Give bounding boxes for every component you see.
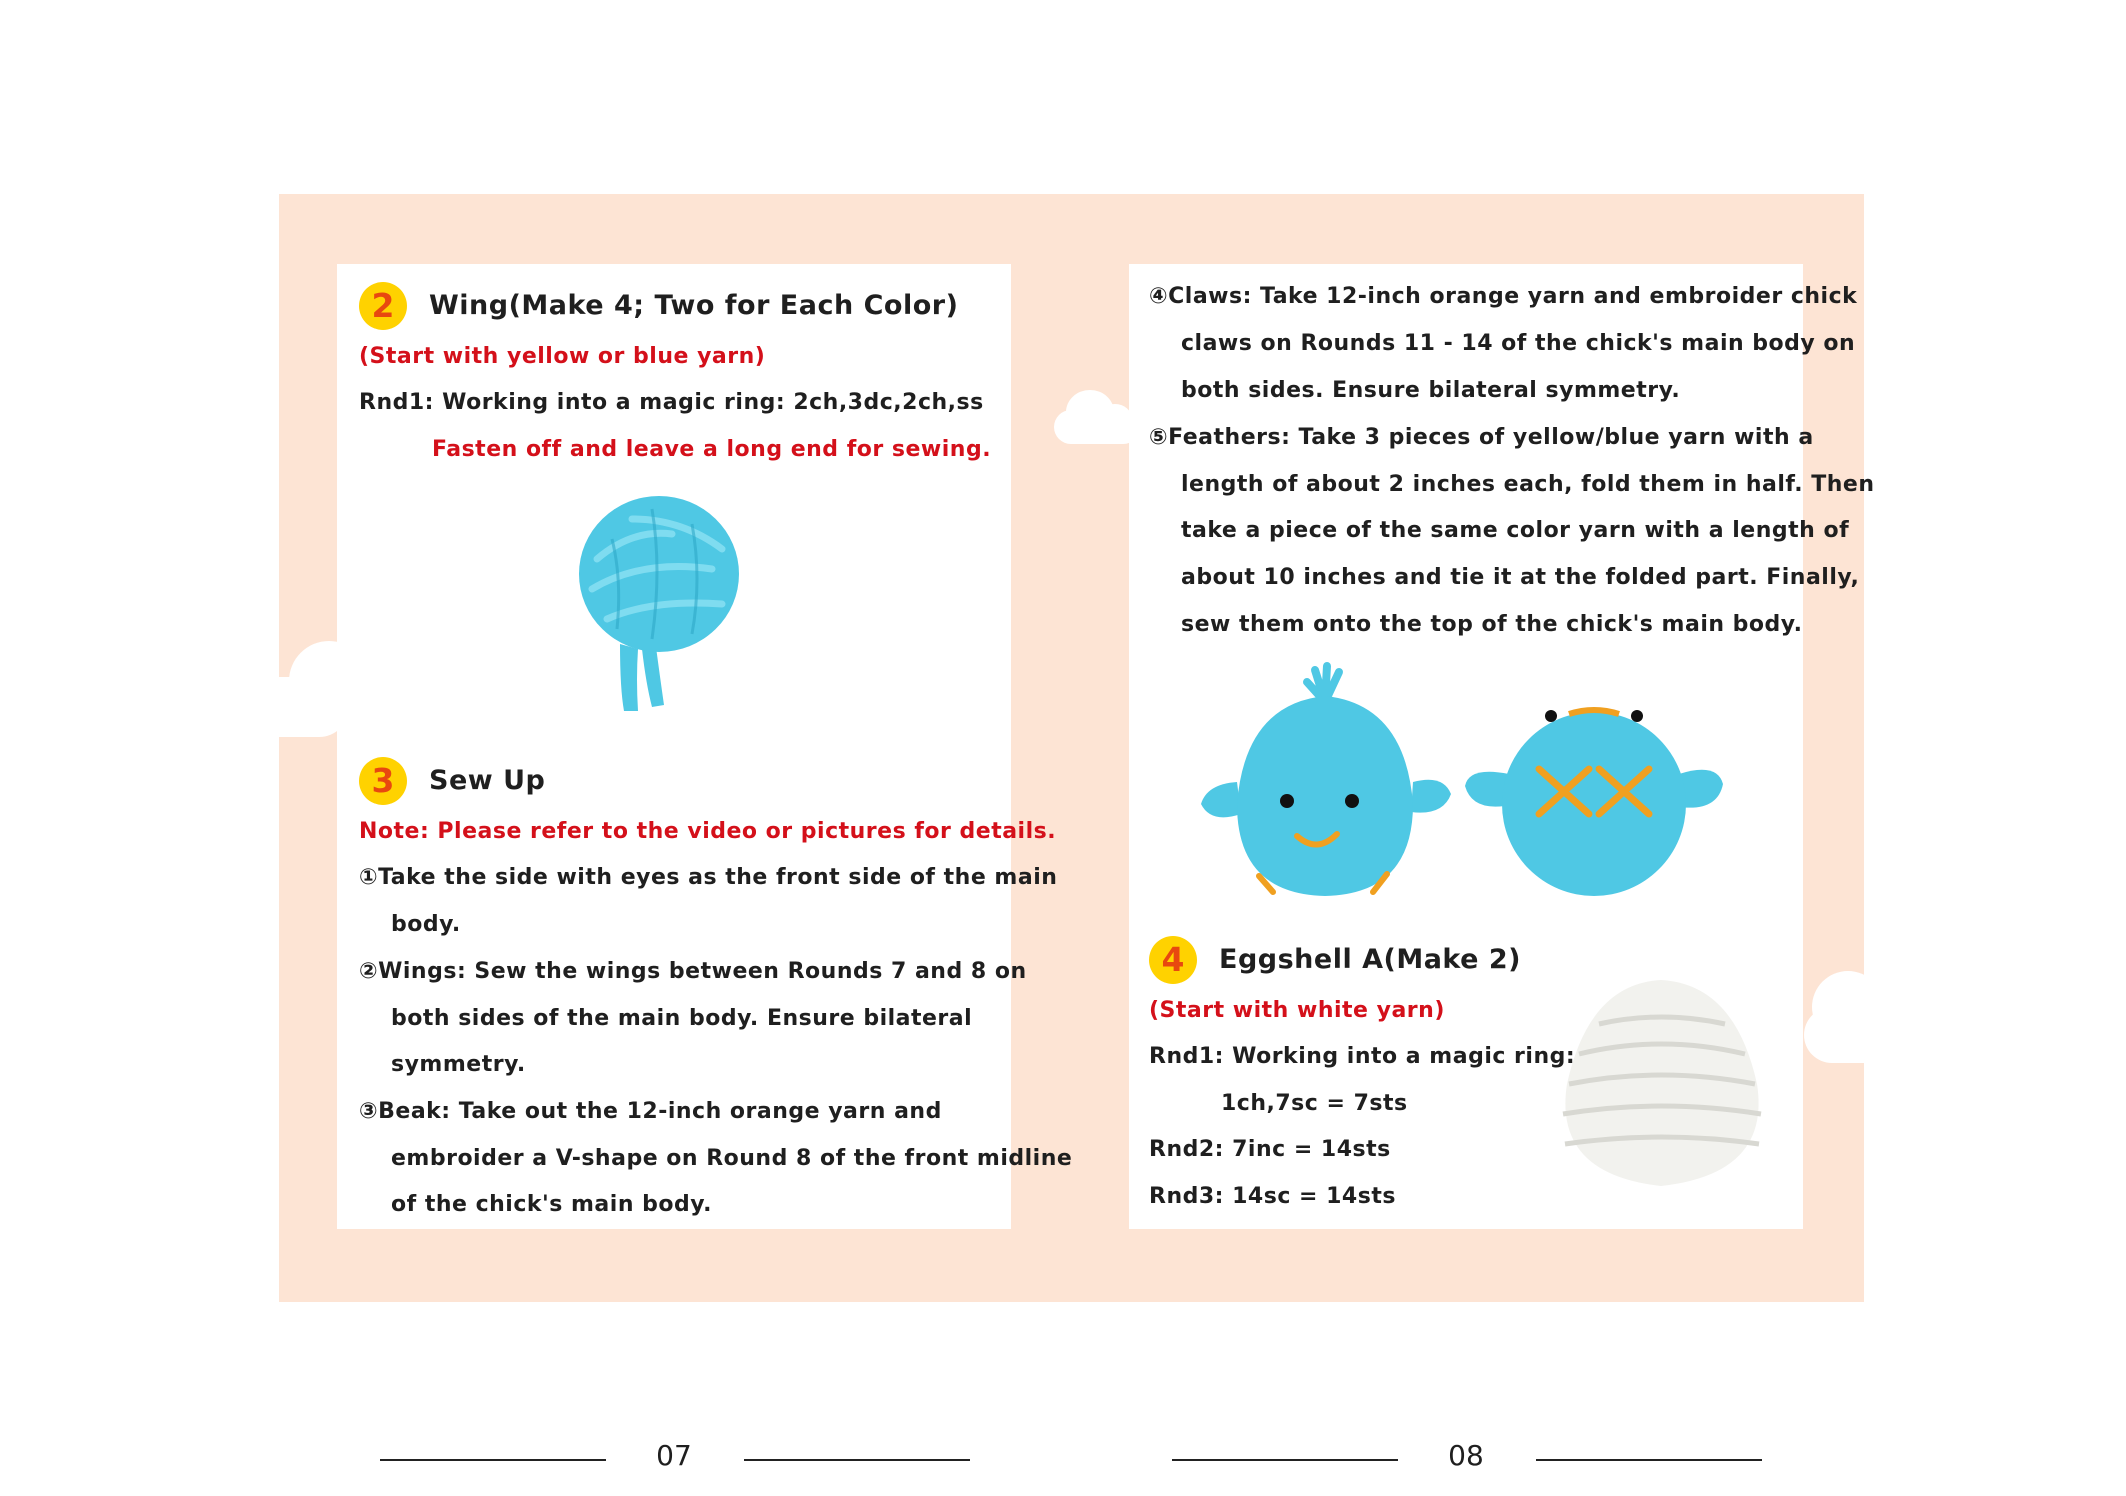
page-number: 08 (1448, 1439, 1484, 1472)
booklet-spread (279, 194, 1875, 1472)
eggshell-rnd3: Rnd3: 14sc = 14sts (1149, 1184, 1396, 1209)
step-2-badge: 2 (359, 282, 407, 330)
divider-line (380, 1459, 606, 1461)
eggshell-photo (1549, 974, 1774, 1194)
sew-up-line: of the chick's main body. (391, 1192, 712, 1217)
wing-fasten-note: Fasten off and leave a long end for sewing. (432, 437, 992, 462)
eggshell-rnd1-cont: 1ch,7sc = 7sts (1221, 1091, 1408, 1116)
eggshell-title: Eggshell A(Make 2) (1219, 944, 1522, 975)
sew-up-line: ②Wings: Sew the wings between Rounds 7 and 8 on (359, 959, 1027, 984)
eggshell-rnd1: Rnd1: Working into a magic ring: (1149, 1044, 1576, 1069)
sew-up-note: Note: Please refer to the video or pictures for details. (359, 819, 1057, 844)
chick-front-photo (1197, 664, 1457, 904)
feathers-line: length of about 2 inches each, fold them in half. Then (1181, 472, 1875, 497)
sew-up-line: both sides of the main body. Ensure bilateral (391, 1006, 973, 1031)
feathers-line: sew them onto the top of the chick's main body. (1181, 612, 1803, 637)
divider-line (744, 1459, 970, 1461)
feathers-line: take a piece of the same color yarn with a length of (1181, 518, 1850, 543)
claws-line: ④Claws: Take 12-inch orange yarn and embroider chick (1149, 284, 1858, 309)
divider-line (1172, 1459, 1398, 1461)
sew-up-line: ③Beak: Take out the 12-inch orange yarn and (359, 1099, 942, 1124)
wing-rnd1: Rnd1: Working into a magic ring: 2ch,3dc,2ch,ss (359, 390, 984, 415)
sew-up-line: body. (391, 912, 461, 937)
wing-start-note: (Start with yellow or blue yarn) (359, 344, 766, 369)
page-number: 07 (656, 1439, 692, 1472)
sew-up-title: Sew Up (429, 765, 546, 796)
page-number-right (1071, 1439, 1864, 1479)
claws-line: both sides. Ensure bilateral symmetry. (1181, 378, 1681, 403)
feathers-line: about 10 inches and tie it at the folded part. Finally, (1181, 565, 1860, 590)
sew-up-line: embroider a V-shape on Round 8 of the front midline (391, 1146, 1073, 1171)
cloud-decoration (1804, 1007, 1914, 1063)
wing-title: Wing(Make 4; Two for Each Color) (429, 290, 959, 321)
divider-line (1536, 1459, 1762, 1461)
eggshell-start-note: (Start with white yarn) (1149, 998, 1445, 1023)
step-3-badge: 3 (359, 757, 407, 805)
chick-back-photo (1459, 674, 1729, 914)
step-4-badge: 4 (1149, 936, 1197, 984)
page-number-left (279, 1439, 1071, 1479)
page-08 (1129, 264, 1875, 1229)
feathers-line: ⑤Feathers: Take 3 pieces of yellow/blue yarn with a (1149, 425, 1814, 450)
cloud-decoration (1054, 410, 1140, 444)
sew-up-line: ①Take the side with eyes as the front side of the main (359, 865, 1058, 890)
sew-up-line: symmetry. (391, 1052, 526, 1077)
wing-photo (572, 489, 752, 714)
page-07 (337, 264, 1073, 1229)
cloud-decoration (249, 677, 349, 737)
eggshell-rnd2: Rnd2: 7inc = 14sts (1149, 1137, 1391, 1162)
claws-line: claws on Rounds 11 - 14 of the chick's main body on (1181, 331, 1856, 356)
